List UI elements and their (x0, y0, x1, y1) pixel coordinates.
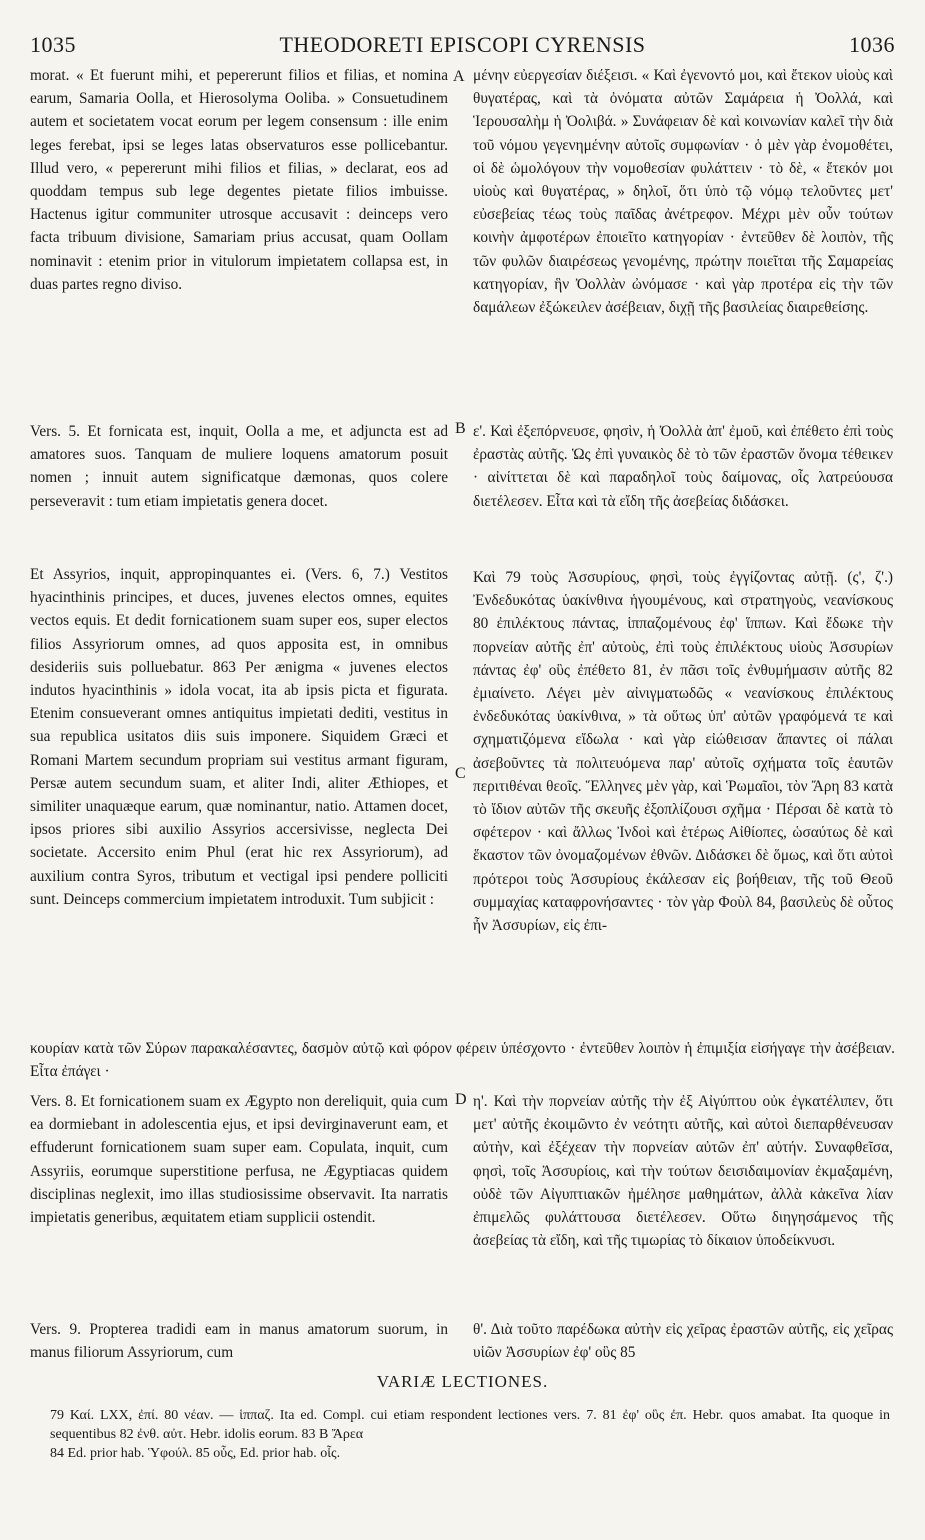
latin-paragraph-vers-8: Vers. 8. Et fornicationem suam ex Ægypto non dereliquit, quia cum ea dormiebant in adolescentia ejus, et ipsi devirginaverunt eam, et effuderunt fornicationem suam super eam. Copulata, inquit, cum Assyriis, eorumque superstitione perfusa, ne Ægyptiacas quidem disciplinas neglexit, imo illas studiosissime observavit. Ita narratis impietatis generibus, æquitatem etiam supplicii ostendit. (30, 1093, 448, 1227)
variae-lectiones-notes (50, 1406, 890, 1463)
page-number-left: 1035 (30, 32, 76, 57)
greek-paragraph-verse-5: ε'. Καὶ ἐξεπόρνευσε, φησὶν, ἡ Ὀολλὰ ἀπ' ἐμοῦ, καὶ ἐπέθετο ἐπὶ τοὺς ἐραστὰς αὐτῆς. Ὡς ἐπὶ γυναικὸς δὲ τὸ τῶν ἐραστῶν ὄνομα τέθεικεν · αἰνίττεται δὲ καὶ παραδηλοῖ τοὺς δαίμονας, οἷς λατρεύουσα διετέλεσεν. Εἶτα καὶ τὰ εἴδη τῆς ἀσεβείας διδάσκει. (473, 423, 893, 510)
margin-marker-b: B (455, 420, 466, 437)
latin-paragraph-vers-5: Vers. 5. Et fornicata est, inquit, Oolla a me, et adjuncta est ad amatores suos. Tanquam de muliere loquens amatorum posuit nomen ; innuit autem significatque dæmonas, quos colere perseveravit : tum etiam impietatis genera docet. (30, 423, 448, 510)
latin-paragraph-1: morat. « Et fuerunt mihi, et pepererunt filios et filias, et nomina earum, Samaria Oolla, et Hierosolyma Ooliba. » Consuetudinem autem et societatem vocat eorum per legem consensum : ille enim leges ferebat, ipsi se leges latas observaturos esse pollicebantur. Illud vero, « pepererunt mihi filios et filias, » declarat, eos ad quoddam tempus sub lege degentes pietate filios imbuisse. Hactenus igitur communiter utrosque accusavit : deinceps vero facta tribuum divisione, Samariam prius accusat, quam Oollam nominavit : etenim prior in vitulorum impietatem collapsa est, in duas partes regno diviso. (30, 67, 448, 293)
greek-paragraph-1: μένην εὐεργεσίαν διέξεισι. « Καὶ ἐγενοντό μοι, καὶ ἔτεκον υἱοὺς καὶ θυγατέρας, καὶ τὰ ὀνόματα αὐτῶν Σαμάρεια ἡ Ὀολλά, καὶ Ἱερουσαλὴμ ἡ Ὀολιβά. » Συνάφειαν δὲ καὶ κοινωνίαν καλεῖ τὴν διὰ τοῦ νόμου γεγενημένην αὐτοῖς συμφωνίαν · ὁ μὲν γὰρ ἐνομοθέτει, οἱ δὲ ὡμολόγουν τὴν νομοθεσίαν φυλάττειν · τὸ δὲ, « ἔτεκόν μοι υἱοὺς καὶ θυγατέρας, » δηλοῖ, ὅτι ὑπὸ τῷ νόμῳ τελοῦντες μετ' εὐσεβείας τέως τοὺς παῖδας ἀνέτρεφον. Μέχρι μὲν οὖν τούτων κοινὴν ἀμφοτέρων ἐποιεῖτο κατηγορίαν · ἐντεῦθεν δὲ λοιπὸν, τῆς τῶν φυλῶν διαιρέσεως γενομένης, πρώτην ποιεῖται τῆς Σαμαρείας κατηγορίαν, ἣν Ὀολλὰν ὠνόμασε · καὶ γὰρ προτέρα εἰς τὴν τῶν δαμάλεων ἐξώκειλεν ἀσέβειαν, διχῇ τῆς βασιλείας διαιρεθείσης. (473, 67, 893, 317)
page-header (30, 32, 895, 62)
variae-line-2: 84 Ed. prior hab. Ὑφούλ. 85 οὗς, Ed. prior hab. οἷς. (50, 1446, 341, 1461)
running-title: THEODORETI EPISCOPI CYRENSIS (279, 32, 646, 57)
margin-marker-c: C (455, 765, 466, 782)
greek-paragraph-verse-8: η'. Καὶ τὴν πορνείαν αὐτῆς τὴν ἐξ Αἰγύπτου οὐκ ἐγκατέλιπεν, ὅτι μετ' αὐτῆς ἐκοιμῶντο ἐν νεότητι αὐτῆς, καὶ αὐτοὶ διεπαρθένευσαν αὐτὴν, καὶ ἐξέχεαν τὴν πορνείαν αὐτῶν ἐπ' αὐτήν. Συναφθεῖσα, φησὶ, τοῖς Ἀσσυρίοις, καὶ τὴν τούτων δεισιδαιμονίαν ἐκμαξαμένη, οὐδὲ τῶν Αἰγυπτιακῶν ἠμέλησε μαθημάτων, ἀλλὰ κἀκεῖνα λίαν ἐπιμελῶς φυλάττουσα διετέλεσεν. Οὕτω διηγησάμενος τῆς ἀσεβείας τὰ εἴδη, καὶ τῆς τιμωρίας τὸ δίκαιον ὑποδείκνυσι. (473, 1093, 893, 1250)
greek-paragraph-verse-9: θ'. Διὰ τοῦτο παρέδωκα αὐτὴν εἰς χεῖρας ἐραστῶν αὐτῆς, εἰς χεῖρας υἱῶν Ἀσσυρίων ἐφ' οὓς 85 (473, 1321, 893, 1362)
latin-paragraph-vers-6-7: Et Assyrios, inquit, appropinquantes ei. (Vers. 6, 7.) Vestitos hyacinthinis principes, et duces, juvenes electos omnes, equites vectos equis. Et dedit fornicationem suam super eos, super electos filios Assyriorum omnes, ad quos apposita est, in omnibus desideriis suis polluebatur. 863 Per ænigma « juvenes electos indutos hyacinthinis » idola vocat, ita ab ipsis picta et figurata. Etenim consueverant omnes antiquitus impietati dediti, vestitus in sua republica usitatos diis suis imponere. Siquidem Græci et Romani Martem secundum propriam sui vestitus armant figuram, Persæ autem secundum suam, et aliter Indi, aliter Æthiopes, et similiter unaquæque earum, quæ nominantur, natio. Attamen docet, ipsos priores sibi auxilio Assyrios accersivisse, neglecta Dei societate. Accersito enim Phul (erat hic rex Assyriorum), ad auxilium contra Syros, tributum et vectigal ipsi pendere polliciti sunt. Deinceps commercium impietatem introduxit. Tum subjicit : (30, 566, 448, 908)
greek-full-width-line: κουρίαν κατὰ τῶν Σύρων παρακαλέσαντες, δασμὸν αὐτῷ καὶ φόρον φέρειν ὑπέσχοντο · ἐντεῦθεν λοιπὸν ἡ ἐπιμιξία εἰσήγαγε τὴν ἀσέβειαν. Εἶτα ἐπάγει · (30, 1040, 895, 1081)
variae-lectiones-heading: VARIÆ LECTIONES. (376, 1372, 549, 1391)
margin-marker-a: A (453, 68, 465, 85)
page-number-right: 1036 (849, 32, 895, 57)
greek-paragraph-verse-6-7: Καὶ 79 τοὺς Ἀσσυρίους, φησὶ, τοὺς ἐγγίζοντας αὐτῇ. (ς', ζ'.) Ἐνδεδυκότας ὑακίνθινα ἡγουμένους, καὶ στρατηγοὺς, νεανίσκους 80 ἐπιλέκτους πάντας, ἱππαζομένους ἐφ' ἵππων. Καὶ ἔδωκε τὴν πορνείαν αὐτῆς ἐπ' αὐτοὺς, ἐπὶ τοὺς ἐπιλέκτους υἱοὺς Ἀσσυρίων πάντας ἐφ' οὓς ἐπέθετο 81, ἐν πᾶσι τοῖς ἐνθυμήμασιν αὐτῆς 82 ἐμιαίνετο. Λέγει μὲν αἰνιγματωδῶς « νεανίσκους ἐπιλέκτους ἐνδεδυκότας ὑακίνθινα, » τὰ οὕτως ὑπ' αὐτῶν γραφόμενά τε καὶ σχηματιζόμενα εἴδωλα · καὶ γὰρ εἰώθεισαν ἅπαντες οἱ πάλαι ἀσεβοῦντες τὰ πολιτευόμενα παρ' αὐτοῖς σχήματα τοῖς ἑαυτῶν περιτιθέναι θεοῖς. Ἕλληνες μὲν γὰρ, καὶ Ῥωμαῖοι, τὸν Ἄρη 83 κατὰ τὸ ἴδιον αὐτῶν τῆς σκευῆς ἐξοπλίζουσι σχῆμα · Πέρσαι δὲ κατὰ τὸ σφέτερον · καὶ ἄλλως Ἰνδοὶ καὶ ἑτέρως Αἰθίοπες, ὡσαύτως δὲ καὶ ἕκαστον τῶν ὀνομαζομένων ἐθνῶν. Διδάσκει δὲ ὅμως, καὶ ὅτι αὐτοὶ πρότεροι τοὺς Ἀσσυρίους ἐκάλεσαν εἰς βοήθειαν, τῆς τοῦ Θεοῦ συμμαχίας καταφρονήσαντες · τὸν γὰρ Φοὺλ 84, βασιλεὺς δὲ οὗτος ἦν Ἀσσυρίων, εἰς ἐπι- (473, 569, 893, 935)
variae-line-1: 79 Καί. LXX, ἐπί. 80 νέαν. — ἱππαζ. Ita ed. Compl. cui etiam respondent lectiones vers. 7. 81 ἐφ' οὓς ἐπ. Hebr. quos amabat. Ita quoque in sequentibus 82 ἐνθ. αὐτ. Hebr. idolis eorum. 83 B Ἄρεα (50, 1408, 890, 1442)
latin-paragraph-vers-9: Vers. 9. Propterea tradidi eam in manus amatorum suorum, in manus filiorum Assyriorum, cum (30, 1321, 448, 1362)
margin-marker-d: D (455, 1091, 467, 1108)
